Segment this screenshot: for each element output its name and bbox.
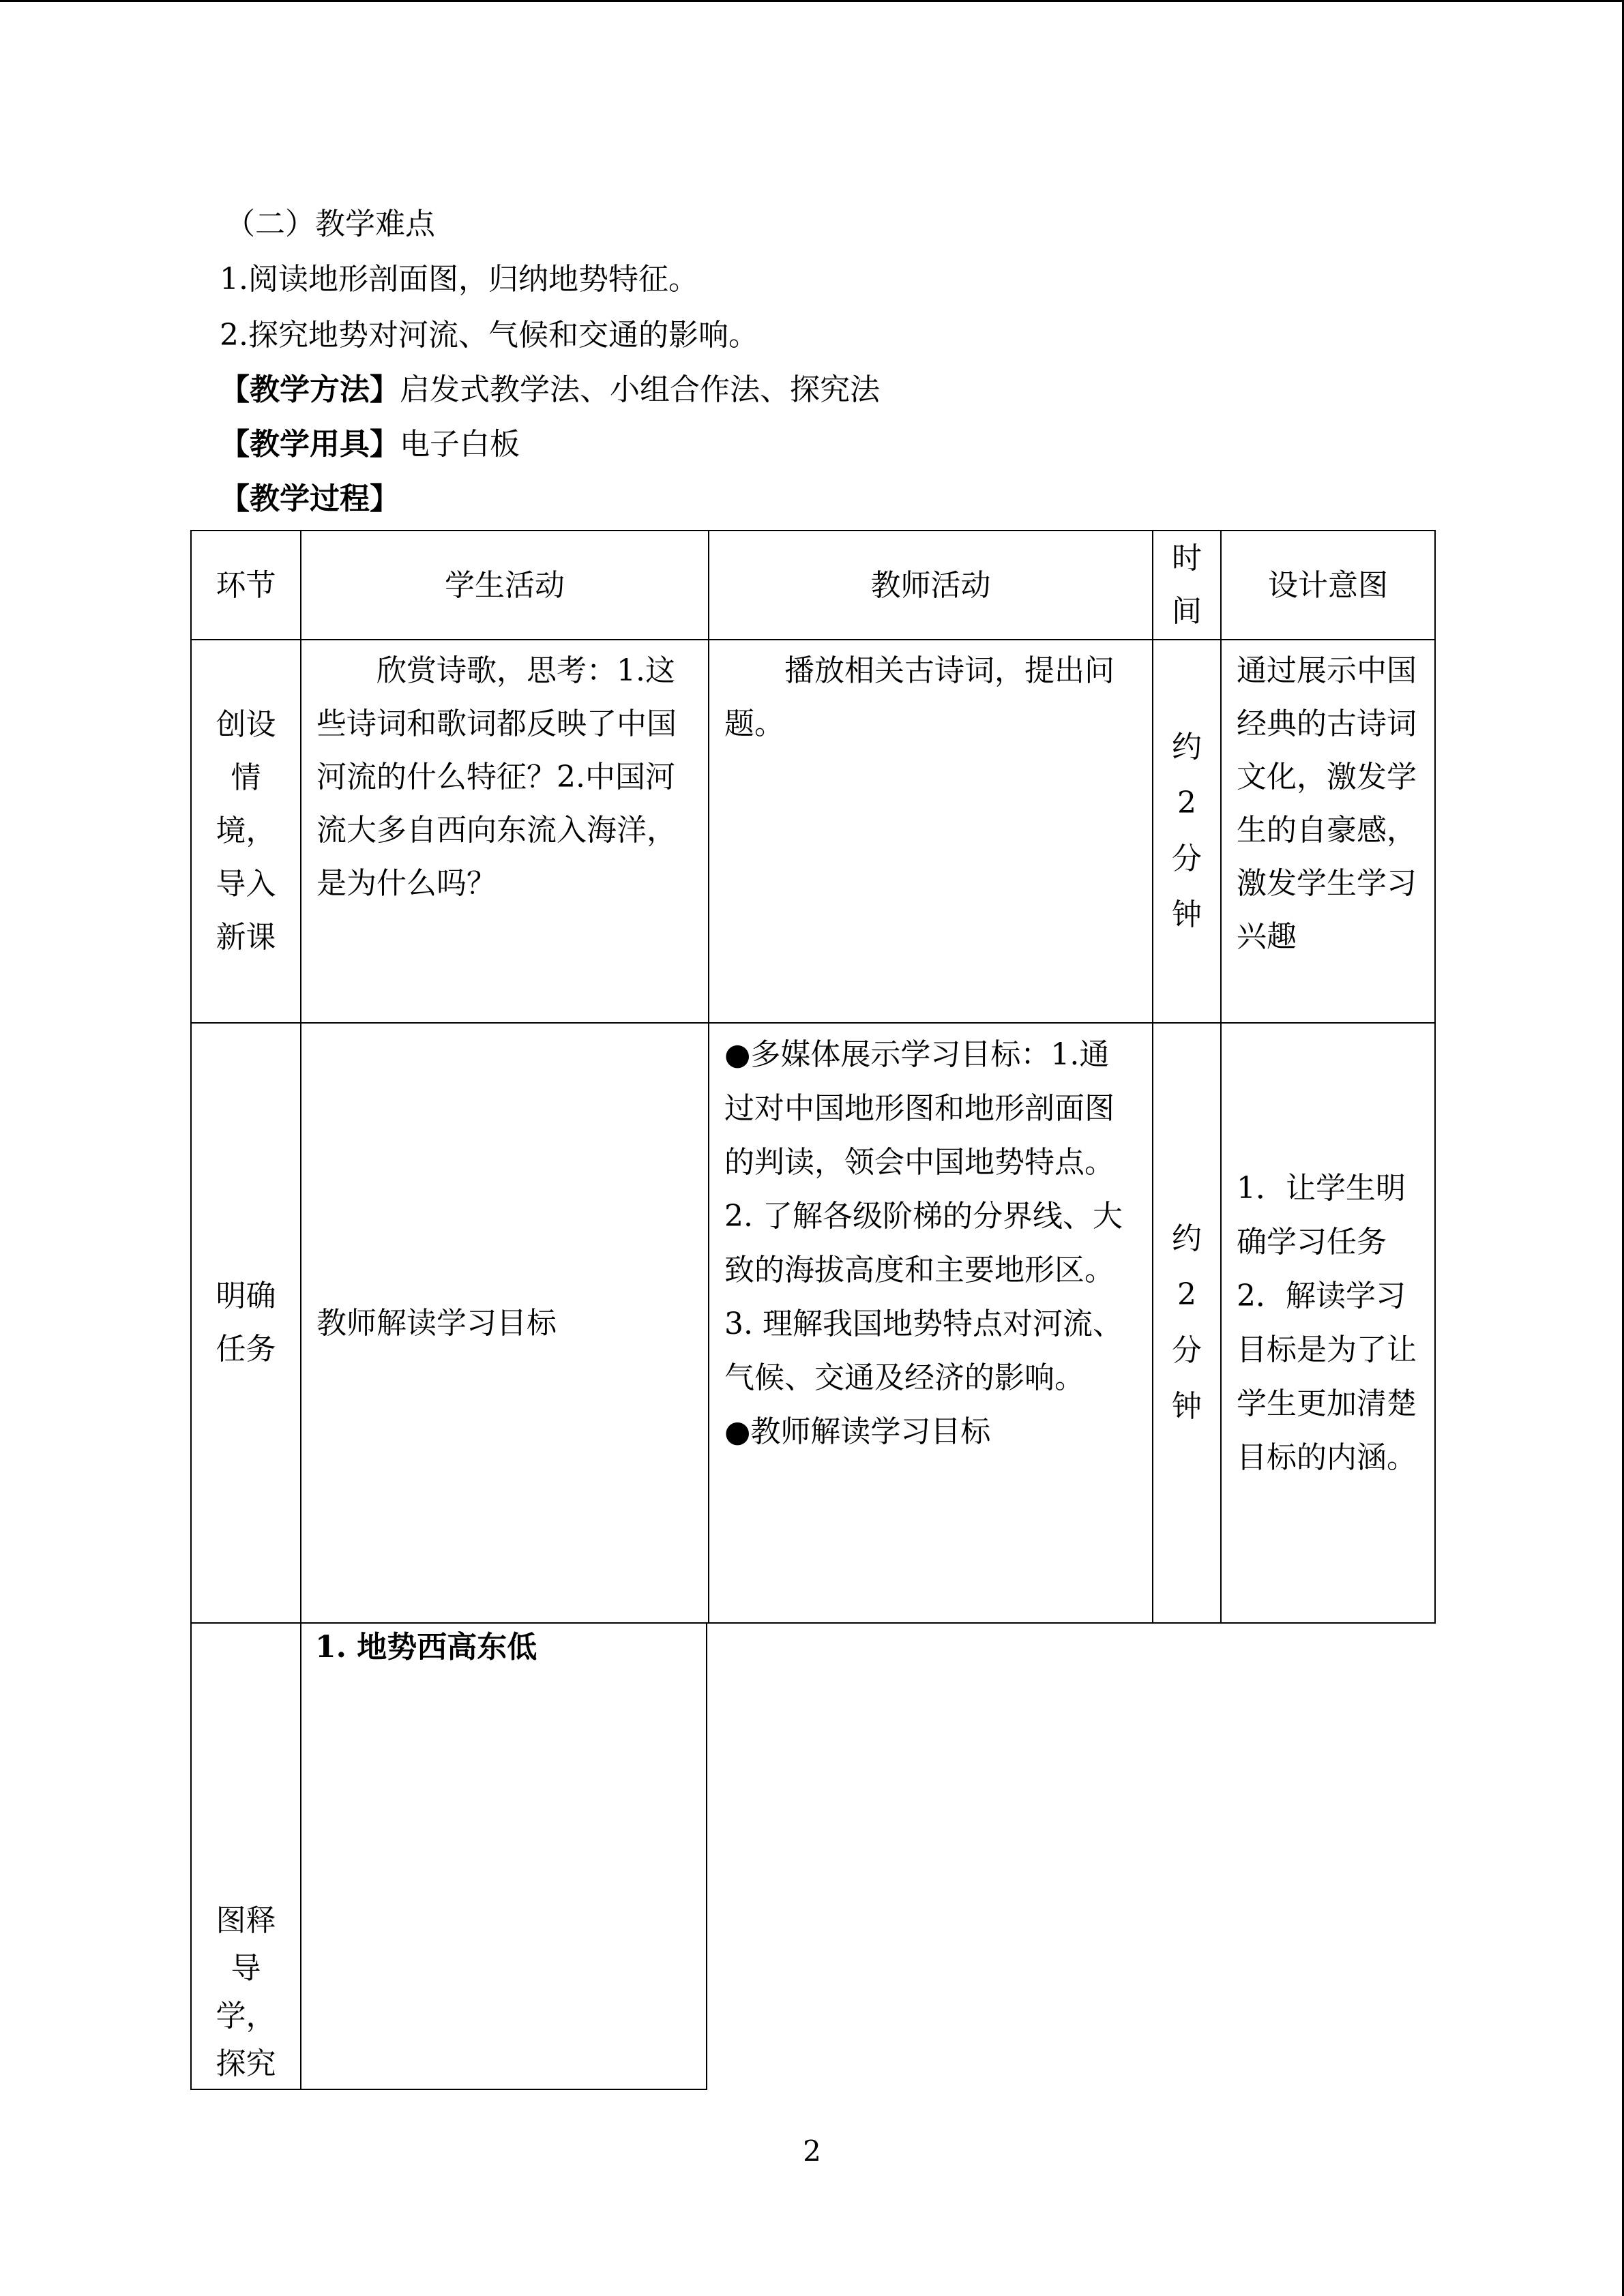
page-number: 2 [803,2134,821,2168]
row3-stage: 图释 导 学， 探究 [216,1903,276,2081]
row2-stage: 明确 任务 [191,1023,301,1623]
header-time: 时 间 [1153,531,1221,640]
teaching-process-table [190,530,1436,1624]
row1-teacher-activity: 播放相关古诗词，提出问题。 [709,640,1153,1023]
difficulty-heading: （二）教学难点 [225,207,435,241]
row3-student-activity: 1. 地势西高东低 [315,1630,537,1665]
difficulty-item-2: 2.探究地势对河流、气候和交通的影响。 [220,318,758,353]
row1-stage: 创设 情 境， 导入 新课 [191,640,301,1023]
row2-time: 约 2 分 钟 [1153,1023,1221,1623]
teaching-method-label: 【教学方法】 [220,372,400,407]
row1-time: 约 2 分 钟 [1153,640,1221,1023]
header-student-activity: 学生活动 [301,531,709,640]
table-header-row [191,531,1435,640]
row2-student-activity: 教师解读学习目标 [301,1023,709,1623]
header-design-intent: 设计意图 [1221,531,1435,640]
table-row [191,640,1435,1023]
teaching-tools-label: 【教学用具】 [220,427,400,462]
page-border-top [0,0,1624,2]
header-stage: 环节 [191,531,301,640]
header-teacher-activity: 教师活动 [709,531,1153,640]
row1-student-activity: 欣赏诗歌，思考：1.这些诗词和歌词都反映了中国河流的什么特征？2.中国河流大多自西向东流入海洋，是为什么吗？ [301,640,709,1023]
teaching-method-value: 启发式教学法、小组合作法、探究法 [400,372,880,407]
teaching-process-label: 【教学过程】 [220,481,400,516]
row1-design-intent: 通过展示中国经典的古诗词文化，激发学生的自豪感，激发学生学习兴趣 [1221,640,1435,1023]
row3-divider [300,1623,301,2090]
difficulty-item-1: 1.阅读地形剖面图，归纳地势特征。 [220,262,698,297]
table-row [191,1023,1435,1623]
row2-design-intent: 1．让学生明确学习任务 2．解读学习目标是为了让学生更加清楚目标的内涵。 [1221,1023,1435,1623]
teaching-tools [220,424,520,465]
teaching-tools-value: 电子白板 [400,427,520,462]
row2-teacher-activity: ●多媒体展示学习目标：1.通过对中国地形图和地形剖面图的判读，领会中国地势特点。 2. 了解各级阶梯的分界线、大致的海拔高度和主要地形区。 3. 理解我国地势特点对河流、气候、交通及经济的影响。 ●教师解读学习目标 [709,1023,1153,1623]
teaching-method [220,370,880,411]
